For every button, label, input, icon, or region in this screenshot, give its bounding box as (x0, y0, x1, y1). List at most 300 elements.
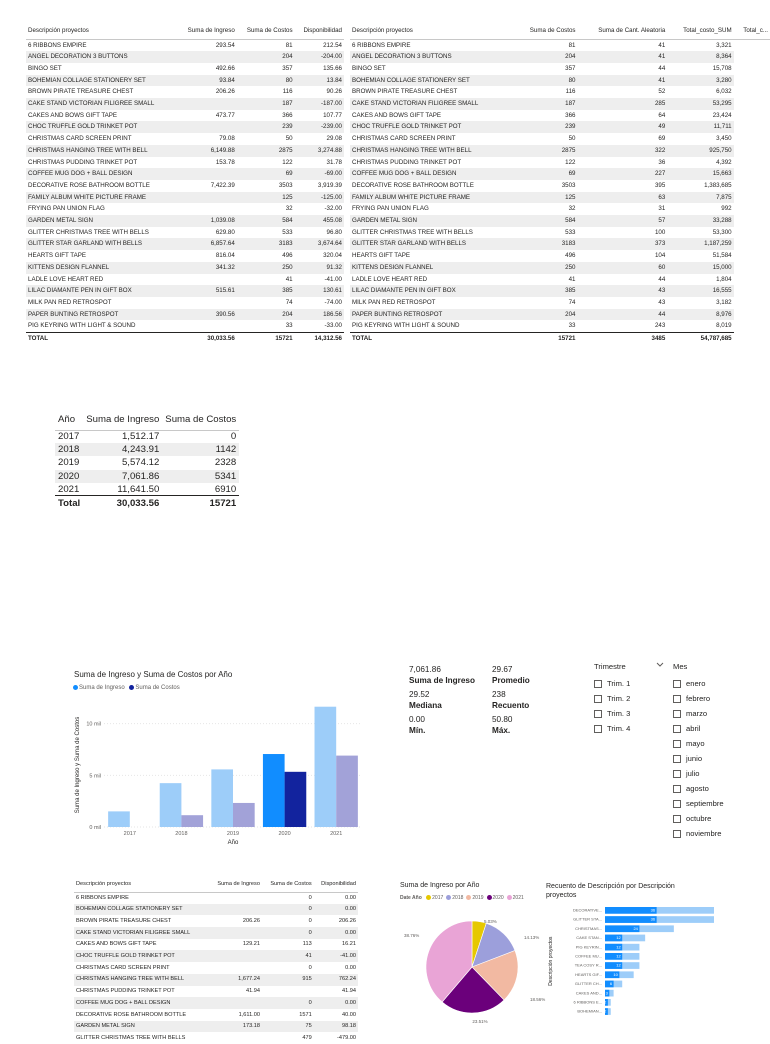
table-cell: 33 (568, 322, 576, 330)
table-cell: 357 (282, 64, 293, 72)
column-header[interactable]: Suma de Ingreso (177, 24, 236, 39)
table-cell: BINGO SET (28, 64, 62, 72)
table-cell: 107.77 (323, 111, 342, 119)
slicer-option[interactable] (673, 811, 753, 826)
table-row[interactable] (350, 320, 770, 332)
table-row[interactable] (26, 110, 344, 122)
total-cell: 30,033.56 (83, 496, 162, 511)
slicer-option-label: octubre (686, 814, 712, 823)
pie-data-label: 38.76% (404, 933, 420, 938)
table-cell: 49 (578, 121, 668, 133)
table-row[interactable] (26, 180, 344, 192)
table-cell: FAMILY ALBUM WHITE PICTURE FRAME (350, 192, 515, 204)
table-cell: HEARTS GIFT TAPE (28, 252, 86, 260)
count-by-project-bar-chart[interactable] (546, 904, 716, 1024)
table-row[interactable] (74, 962, 358, 974)
table-cell: 250 (237, 262, 295, 274)
column-header[interactable]: Suma de Ingreso (209, 877, 262, 892)
table-row[interactable] (26, 63, 344, 75)
table-row[interactable] (74, 986, 358, 998)
legend-label-costos[interactable]: Suma de Costos (135, 685, 180, 692)
checkbox[interactable] (673, 725, 681, 733)
table-cell: COFFEE MUG DOG + BALL DESIGN (350, 168, 515, 180)
table-row[interactable] (74, 904, 358, 916)
table-cell: 1142 (162, 443, 239, 456)
table-cell: 533 (282, 228, 293, 236)
table-row[interactable] (55, 470, 239, 483)
kpi-label: Máx. (492, 726, 511, 735)
table-row[interactable] (350, 192, 770, 204)
table-cell: 204 (237, 309, 295, 321)
table-cell: 44 (658, 275, 666, 283)
table-cell: PIG KEYRING WITH LIGHT & SOUND (28, 322, 136, 330)
x-tick-label: 2018 (175, 831, 188, 837)
bar-costos[interactable] (181, 815, 203, 827)
table-cell: 15,663 (667, 168, 733, 180)
table-cell: CHRISTMAS CARD SCREEN PRINT (352, 135, 456, 143)
filtered-projects-table-viewport[interactable] (74, 877, 360, 1041)
table-row[interactable] (26, 227, 344, 239)
y-tick-label: 0 mil (89, 825, 101, 831)
checkbox[interactable] (594, 725, 602, 733)
table-cell: CHRISTMAS PUDDING TRINKET POT (28, 158, 138, 166)
table-row[interactable] (26, 157, 344, 169)
table-cell: 1,611.00 (238, 1011, 260, 1018)
column-header[interactable]: Suma de Cant. Aleatoria (578, 24, 668, 39)
checkbox[interactable] (673, 740, 681, 748)
bar-data-label: 10 (613, 971, 618, 977)
table-cell: 762.24 (314, 974, 358, 986)
table-cell: PAPER BUNTING RETROSPOT (350, 309, 515, 321)
slicer-option[interactable] (673, 706, 753, 721)
table-cell: 11,711 (667, 121, 733, 133)
projects-cost-table-viewport[interactable] (350, 24, 768, 349)
column-header[interactable]: Descripción proyectos (74, 877, 209, 892)
table-row[interactable] (350, 51, 770, 63)
bar-ingreso[interactable] (108, 811, 130, 827)
table-row[interactable] (350, 110, 770, 122)
table-cell: 204 (515, 309, 578, 321)
table-cell: 51,584 (712, 252, 732, 260)
table-cell: 3183 (237, 238, 295, 250)
column-header[interactable]: Descripción proyectos (26, 24, 177, 39)
total-row (350, 333, 770, 346)
table-cell (177, 297, 236, 309)
table-cell: 33,288 (667, 215, 733, 227)
table-cell: 16,555 (667, 285, 733, 297)
table-row[interactable] (26, 320, 344, 332)
pie-data-label: 18.56% (530, 997, 546, 1002)
table-row[interactable] (55, 430, 239, 443)
table-cell (177, 274, 236, 286)
kpi-promedio (492, 664, 530, 686)
table-cell: GLITTER CHRISTMAS TREE WITH BELLS (352, 228, 473, 236)
table-cell: 23,424 (712, 111, 732, 119)
table-cell: BROWN PIRATE TREASURE CHEST (76, 918, 172, 925)
checkbox[interactable] (594, 695, 602, 703)
table-cell: DECORATIVE ROSE BATHROOM BOTTLE (76, 1011, 187, 1018)
slicer-option[interactable] (673, 826, 753, 841)
table-cell: FRYING PAN UNION FLAG (28, 205, 105, 213)
table-cell: 81 (568, 41, 576, 49)
column-header[interactable]: Disponibilidad (295, 24, 344, 39)
table-row[interactable] (26, 238, 344, 250)
table-cell: 74 (285, 298, 293, 306)
checkbox[interactable] (673, 710, 681, 718)
y-tick-label: GLITTER STA... (573, 916, 602, 922)
table-cell: 2018 (55, 443, 83, 456)
table-cell: 0.00 (314, 997, 358, 1009)
table-row[interactable] (26, 86, 344, 98)
bar-ingreso[interactable] (263, 754, 285, 827)
table-row[interactable] (350, 39, 770, 51)
table-cell: 341.32 (177, 262, 236, 274)
column-header[interactable]: Suma de Ingreso (83, 410, 162, 430)
table-cell (262, 986, 314, 998)
table-cell: 293.54 (215, 41, 235, 49)
slicer-option-label: Trim. 1 (607, 679, 631, 688)
table-cell: 0.00 (314, 927, 358, 939)
table-cell: 3503 (278, 181, 293, 189)
table-cell: 63 (578, 192, 668, 204)
legend-swatch (466, 895, 471, 900)
table-row[interactable] (350, 121, 770, 133)
table-cell: 44 (658, 64, 666, 72)
table-cell: 116 (565, 88, 576, 96)
table-cell: 7,061.86 (83, 470, 162, 483)
table-cell: PAPER BUNTING RETROSPOT (26, 309, 177, 321)
table-row[interactable] (350, 145, 770, 157)
projects-cost-table (350, 24, 770, 346)
table-cell: GARDEN METAL SIGN (74, 1021, 209, 1033)
slicer-option[interactable] (673, 766, 753, 781)
checkbox[interactable] (673, 770, 681, 778)
table-row[interactable] (55, 456, 239, 469)
table-row[interactable] (350, 86, 770, 98)
kpi-value: 0.00 (409, 715, 425, 724)
table-cell: 455.08 (295, 215, 344, 227)
table-cell: 239 (237, 121, 295, 133)
checkbox[interactable] (673, 815, 681, 823)
table-row[interactable] (350, 75, 770, 87)
y-tick-label: CHRISTMAS... (575, 925, 602, 931)
kpi-label: Recuento (492, 701, 530, 710)
column-header[interactable]: Suma de Costos (515, 24, 578, 39)
table-cell: CAKES AND BOWS GIFT TAPE (76, 941, 157, 948)
table-row[interactable] (350, 274, 770, 286)
slicer-header[interactable] (594, 662, 664, 676)
table-cell: COFFEE MUG DOG + BALL DESIGN (26, 168, 177, 180)
table-cell: CHRISTMAS HANGING TREE WITH BELL (350, 145, 515, 157)
table-cell: 80 (515, 75, 578, 87)
total-cell: 3485 (578, 333, 668, 346)
table-cell: FRYING PAN UNION FLAG (352, 205, 429, 213)
column-header[interactable]: Suma de Costos (237, 24, 295, 39)
year-summary-table (55, 410, 239, 511)
table-row[interactable] (26, 133, 344, 145)
slicer-option[interactable] (673, 676, 753, 691)
table-cell: 52 (658, 88, 666, 96)
table-cell: MILK PAN RED RETROSPOT (352, 298, 436, 306)
checkbox[interactable] (673, 680, 681, 688)
slicer-option[interactable] (594, 721, 664, 736)
y-axis-title: Suma de Ingreso y Suma de Costos (75, 716, 81, 814)
table-cell: 6,857.64 (177, 238, 236, 250)
table-row[interactable] (350, 250, 770, 262)
slicer-option-label: abril (686, 724, 701, 733)
table-cell (209, 997, 262, 1009)
hbar-chart-title-text: Recuento de Descripción por Descripción proyectos (546, 883, 675, 899)
table-row[interactable] (26, 285, 344, 297)
income-by-year-pie-chart[interactable] (400, 905, 550, 1024)
total-cell: TOTAL (26, 333, 177, 346)
table-cell: CAKES AND BOWS GIFT TAPE (28, 111, 118, 119)
legend-label[interactable]: 2021 (512, 895, 524, 901)
table-row[interactable] (350, 285, 770, 297)
checkbox[interactable] (594, 710, 602, 718)
table-row[interactable] (26, 75, 344, 87)
legend-swatch (446, 895, 451, 900)
column-header[interactable]: Año (55, 410, 83, 430)
table-cell (177, 98, 236, 110)
table-row[interactable] (74, 892, 358, 904)
slicer-option-label: mayo (686, 739, 705, 748)
y-tick-label: CAKE STAN... (576, 935, 602, 941)
table-cell: BOHEMIAN COLLAGE STATIONERY SET (74, 904, 209, 916)
column-header[interactable]: Suma de Costos (262, 877, 314, 892)
table-cell: -204.00 (295, 51, 344, 63)
slicer-option[interactable] (673, 721, 753, 736)
table-row[interactable] (74, 950, 358, 962)
table-cell: BOHEMIAN COLLAGE STATIONERY SET (26, 75, 177, 87)
table-cell: 285 (578, 98, 668, 110)
legend-label[interactable]: 2017 (432, 895, 444, 901)
legend-label[interactable]: 2018 (452, 895, 464, 901)
column-header[interactable]: Total_c... (734, 24, 770, 39)
x-tick-label: 2017 (123, 831, 136, 837)
table-cell (177, 320, 236, 332)
y-tick-label: TEA COSY R... (574, 962, 602, 968)
slicer-option[interactable] (594, 691, 664, 706)
table-cell: 206.26 (215, 88, 235, 96)
column-header[interactable]: Suma de Costos (162, 410, 239, 430)
table-cell: 515.61 (177, 285, 236, 297)
table-cell: 1,677.24 (209, 974, 262, 986)
legend-label[interactable]: 2019 (472, 895, 484, 901)
table-row[interactable] (74, 974, 358, 986)
y-tick-label: DECORATIVE... (572, 907, 602, 913)
bar-costos[interactable] (233, 803, 255, 827)
table-row[interactable] (26, 309, 344, 321)
table-row[interactable] (26, 274, 344, 286)
table-cell: 322 (578, 145, 668, 157)
bar-highlight[interactable] (605, 916, 657, 923)
table-row[interactable] (350, 297, 770, 309)
table-header-row (55, 410, 239, 430)
table-cell (209, 904, 262, 916)
table-cell: 173.18 (209, 1021, 262, 1033)
table-row[interactable] (350, 157, 770, 169)
column-header[interactable]: Descripción proyectos (350, 24, 515, 39)
table-row[interactable] (350, 215, 770, 227)
table-cell: 584 (237, 215, 295, 227)
legend-label-ingreso[interactable]: Suma de Ingreso (79, 685, 125, 692)
table-row[interactable] (350, 203, 770, 215)
table-row[interactable] (26, 250, 344, 262)
filtered-projects-table (74, 877, 358, 1044)
table-cell: 1571 (299, 1011, 312, 1018)
table-cell: CHRISTMAS PUDDING TRINKET POT (352, 158, 462, 166)
slicer-option[interactable] (673, 781, 753, 796)
slicer-option[interactable] (594, 676, 664, 691)
table-cell: 816.04 (215, 252, 235, 260)
y-tick-label: BOHEMIAN... (577, 1008, 602, 1014)
table-row[interactable] (74, 1032, 358, 1044)
table-cell: 43 (578, 285, 668, 297)
table-row[interactable] (74, 939, 358, 951)
legend-label[interactable]: 2020 (492, 895, 504, 901)
checkbox[interactable] (673, 800, 681, 808)
table-row[interactable] (350, 180, 770, 192)
table-cell: 385 (237, 285, 295, 297)
table-cell: 2875 (515, 145, 578, 157)
table-cell: 2328 (214, 457, 237, 469)
table-row[interactable] (74, 997, 358, 1009)
table-row[interactable] (26, 51, 344, 63)
table-row[interactable] (26, 39, 344, 51)
slicer-option-label: febrero (686, 694, 711, 703)
table-cell: 204 (237, 51, 295, 63)
y-tick-label: PIG KEYRIN... (575, 944, 602, 950)
table-row[interactable] (26, 215, 344, 227)
slicer-option[interactable] (594, 706, 664, 721)
slicer-option[interactable] (673, 751, 753, 766)
table-row[interactable] (74, 1021, 358, 1033)
pie-chart-title: Suma de Ingreso por Año (400, 882, 480, 889)
table-cell: 3,280 (667, 75, 733, 87)
checkbox[interactable] (673, 785, 681, 793)
table-row[interactable] (26, 98, 344, 110)
kpi-value: 7,061.86 (409, 665, 441, 674)
table-row[interactable] (350, 262, 770, 274)
table-row[interactable] (350, 168, 770, 180)
table-cell: ANGEL DECORATION 3 BUTTONS (350, 51, 515, 63)
slicer-option[interactable] (673, 691, 753, 706)
table-cell: 6 RIBBONS EMPIRE (76, 894, 129, 901)
bar-chart-legend (70, 685, 180, 691)
table-row[interactable] (74, 1009, 358, 1021)
table-row[interactable] (26, 203, 344, 215)
table-cell: 122 (282, 158, 293, 166)
table-cell: 50 (568, 135, 576, 143)
table-cell (177, 51, 236, 63)
table-cell: CHRISTMAS HANGING TREE WITH BELL (26, 145, 177, 157)
table-cell: 41 (658, 41, 666, 49)
table-cell: KITTENS DESIGN FLANNEL (26, 262, 177, 274)
chevron-down-icon[interactable] (656, 661, 664, 675)
bar-ingreso[interactable] (160, 783, 182, 827)
column-header[interactable]: Total_costo_SUM (667, 24, 733, 39)
table-cell: 6 RIBBONS EMPIRE (352, 41, 411, 49)
bar-ingreso[interactable] (315, 707, 337, 827)
slicer-title: Trimestre (594, 662, 626, 671)
legend-swatch (426, 895, 431, 900)
checkbox[interactable] (673, 755, 681, 763)
table-cell: -239.00 (295, 121, 344, 133)
bar-ingreso[interactable] (211, 769, 233, 827)
kpi-min (409, 714, 425, 736)
table-cell: CAKES AND BOWS GIFT TAPE (352, 111, 442, 119)
table-row[interactable] (26, 262, 344, 274)
bar-costos[interactable] (336, 756, 358, 827)
column-header[interactable]: Disponibilidad (314, 877, 358, 892)
table-row[interactable] (350, 309, 770, 321)
y-tick-label: 6 RIBBONS E... (573, 999, 602, 1005)
bar-costos[interactable] (285, 772, 307, 827)
table-row[interactable] (26, 168, 344, 180)
table-cell: BINGO SET (352, 64, 386, 72)
table-row[interactable] (26, 297, 344, 309)
table-cell: 3,919.39 (317, 181, 342, 189)
pie-data-label: 23.51% (472, 1019, 488, 1024)
table-cell: 15,708 (712, 64, 732, 72)
slicer-option[interactable] (673, 796, 753, 811)
table-cell: -125.00 (295, 192, 344, 204)
table-row[interactable] (350, 63, 770, 75)
income-cost-bar-chart[interactable] (70, 695, 370, 855)
table-cell: 1,512.17 (121, 431, 160, 443)
checkbox[interactable] (673, 695, 681, 703)
table-cell: HEARTS GIFT TAPE (352, 252, 410, 260)
checkbox[interactable] (673, 830, 681, 838)
y-tick-label: GLITTER CH... (574, 981, 602, 987)
table-cell: 41.94 (342, 988, 356, 995)
table-row[interactable] (55, 443, 239, 456)
table-cell: 206.26 (338, 918, 356, 925)
table-row[interactable] (26, 121, 344, 133)
bar-data-label: 2 (604, 999, 607, 1005)
table-row[interactable] (350, 227, 770, 239)
table-cell: 187 (515, 98, 578, 110)
table-row[interactable] (350, 98, 770, 110)
table-row[interactable] (74, 915, 358, 927)
table-cell: 98.18 (314, 1021, 358, 1033)
checkbox[interactable] (594, 680, 602, 688)
table-row[interactable] (350, 238, 770, 250)
table-cell: 0.00 (345, 894, 356, 901)
kpi-max (492, 714, 513, 736)
table-row[interactable] (55, 483, 239, 496)
slicer-option[interactable] (673, 736, 753, 751)
table-cell: KITTENS DESIGN FLANNEL (350, 262, 515, 274)
table-row[interactable] (26, 145, 344, 157)
table-cell: 496 (565, 252, 576, 260)
table-cell: 239 (515, 121, 578, 133)
table-cell: 40.00 (342, 1011, 356, 1018)
table-cell: 41 (578, 51, 668, 63)
table-cell: 93.84 (177, 75, 236, 87)
table-cell: 96.80 (326, 228, 342, 236)
table-cell: 3,450 (716, 135, 732, 143)
table-row[interactable] (74, 927, 358, 939)
table-row[interactable] (26, 192, 344, 204)
table-row[interactable] (350, 133, 770, 145)
table-cell: 57 (578, 215, 668, 227)
table-cell: 122 (565, 158, 576, 166)
bar-highlight[interactable] (605, 907, 657, 914)
table-cell: 385 (515, 285, 578, 297)
bar-data-label: 6 (609, 981, 613, 987)
